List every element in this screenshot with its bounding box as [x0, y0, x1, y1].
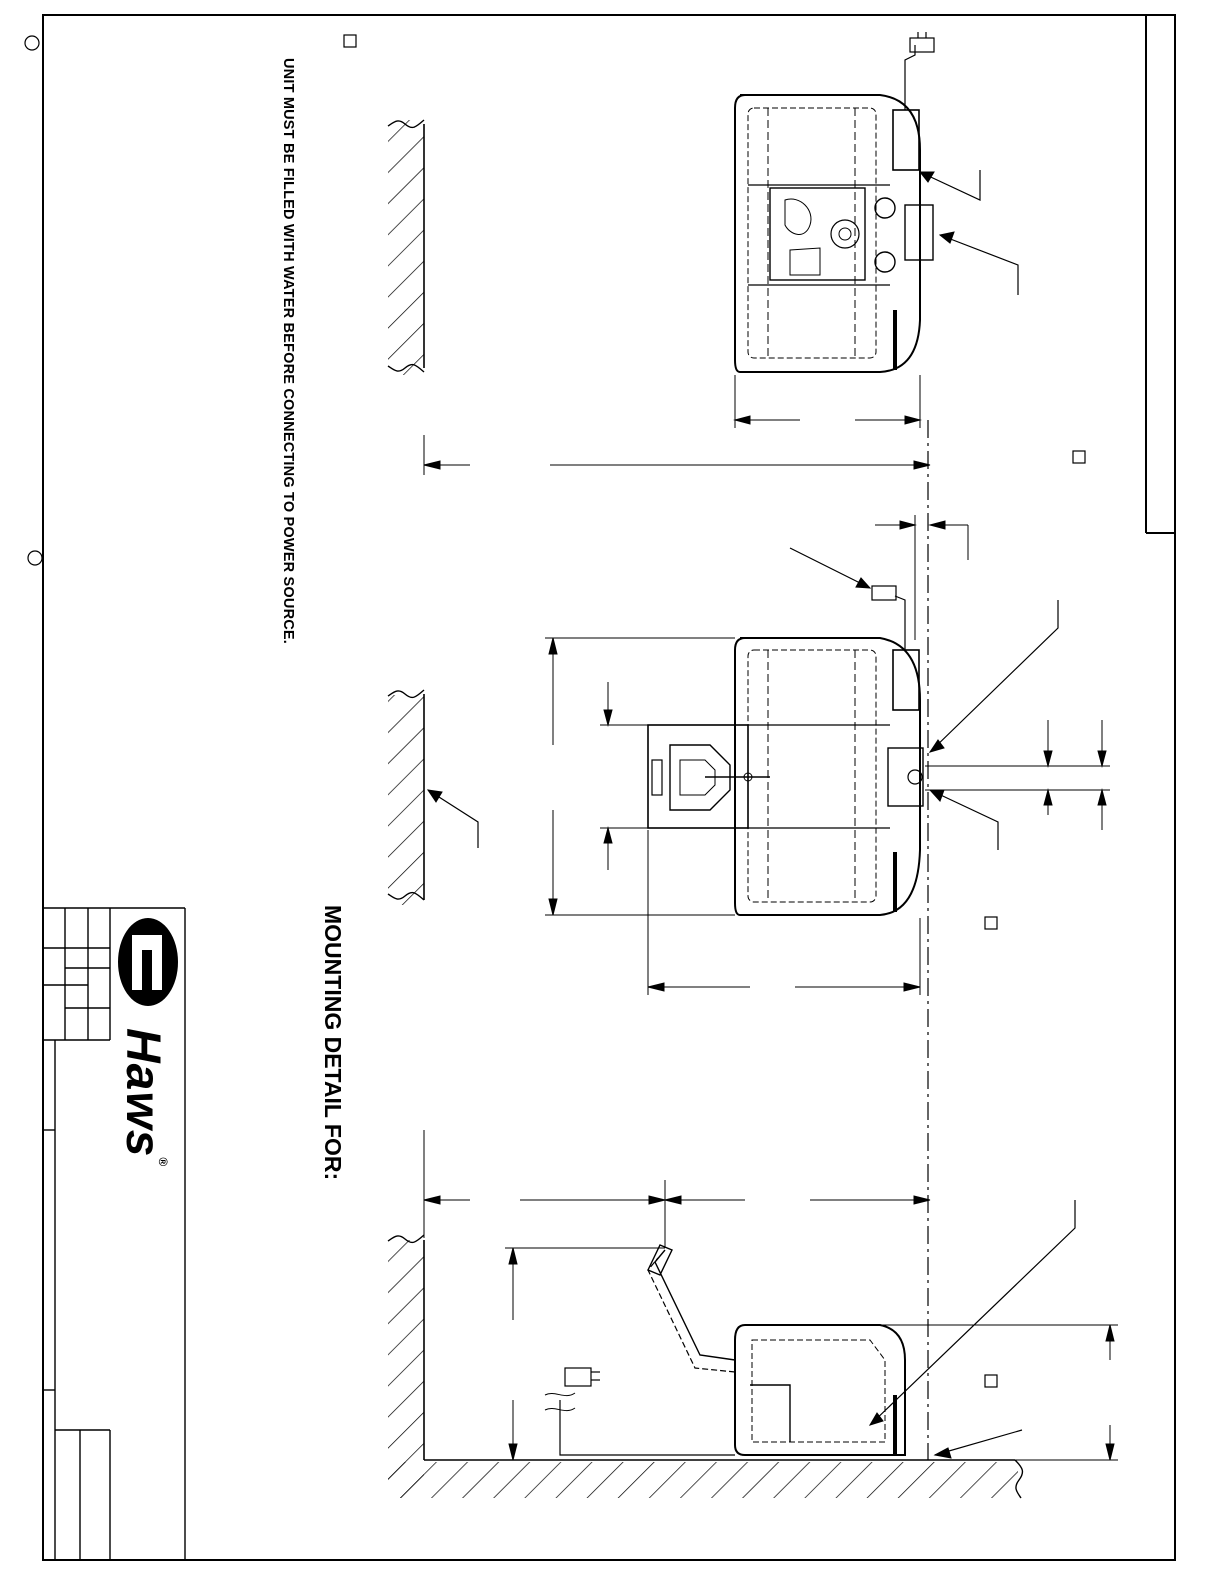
warning-note: UNIT MUST BE FILLED WITH WATER BEFORE CONNECTING TO POWER SOURCE.: [280, 58, 296, 645]
punch-hole-top: [25, 36, 39, 50]
brand-wordmark: Haws: [116, 1028, 169, 1158]
side-view: [388, 1130, 1118, 1498]
brand-name: [115, 1028, 170, 1167]
registered-mark: ®: [156, 1157, 170, 1168]
punch-hole-middle: [28, 551, 42, 565]
top-view: [388, 32, 1018, 475]
front-view: [388, 515, 1110, 995]
brand-logo-icon: [118, 918, 178, 1006]
checkbox-3: [985, 917, 997, 929]
checkbox-1: [344, 35, 356, 47]
checkbox-2: [1073, 451, 1085, 463]
checkbox-4: [985, 1375, 997, 1387]
revision-strip: [1146, 15, 1175, 533]
drawing-title: MOUNTING DETAIL FOR:: [320, 905, 346, 1181]
title-block: [43, 908, 185, 1560]
sheet-border: [43, 15, 1175, 1560]
